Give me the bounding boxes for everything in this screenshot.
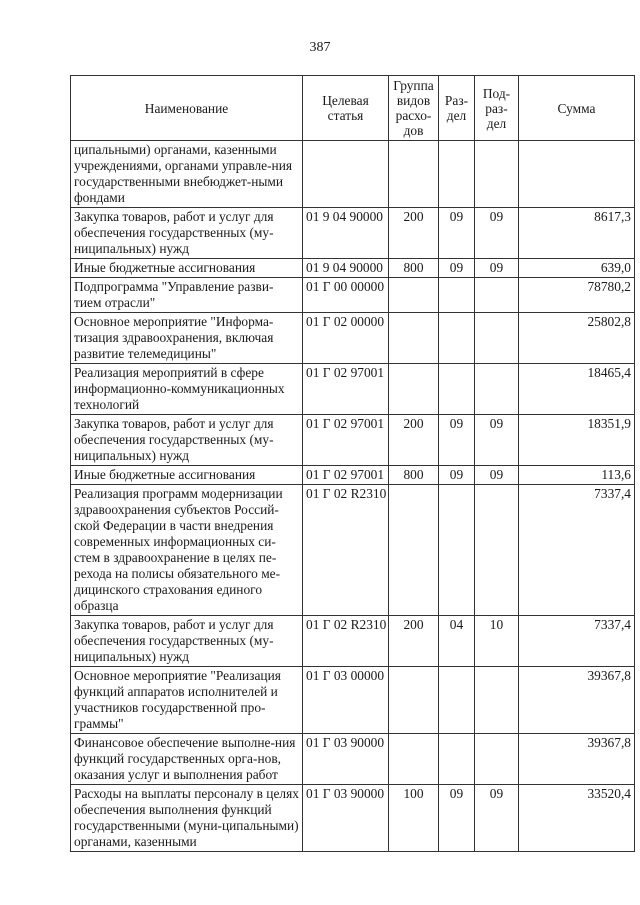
cell-name: Основное мероприятие "Реализация функций аппаратов исполнителей и участников государственной про-граммы"	[71, 667, 303, 734]
cell-name: Реализация программ модернизации здравоохранения субъектов Россий-ской Федерации в части внедрения современных информационных си-стем в здравоохранение в целях пе-рехода на полисы обязательного ме-дицинского страхования единого образца	[71, 485, 303, 616]
cell-sum: 39367,8	[519, 667, 635, 734]
cell-code: 01 Г 02 97001	[303, 415, 389, 466]
header-subsection: Под-раз-дел	[475, 76, 519, 141]
cell-subsection: 09	[475, 466, 519, 485]
table-row	[71, 785, 635, 852]
cell-group: 800	[389, 466, 439, 485]
table-row	[71, 313, 635, 364]
cell-subsection	[475, 734, 519, 785]
cell-name: Иные бюджетные ассигнования	[71, 466, 303, 485]
cell-code: 01 9 04 90000	[303, 208, 389, 259]
cell-code: 01 Г 02 97001	[303, 364, 389, 415]
cell-code: 01 Г 02 R2310	[303, 616, 389, 667]
table-row	[71, 466, 635, 485]
cell-name: Основное мероприятие "Информа-тизация здравоохранения, включая развитие телемедицины"	[71, 313, 303, 364]
cell-group: 200	[389, 415, 439, 466]
header-sum: Сумма	[519, 76, 635, 141]
cell-sum: 18465,4	[519, 364, 635, 415]
cell-code: 01 Г 02 00000	[303, 313, 389, 364]
cell-group	[389, 364, 439, 415]
cell-subsection	[475, 141, 519, 208]
cell-name: Финансовое обеспечение выполне-ния функций государственных орга-нов, оказания услуг и выполнения работ	[71, 734, 303, 785]
header-group: Группа видов расхо-дов	[389, 76, 439, 141]
table-row	[71, 208, 635, 259]
cell-subsection	[475, 313, 519, 364]
table-row	[71, 485, 635, 616]
page-number: 387	[309, 40, 331, 55]
cell-sum: 18351,9	[519, 415, 635, 466]
cell-sum: 7337,4	[519, 616, 635, 667]
cell-section	[439, 313, 475, 364]
cell-sum: 39367,8	[519, 734, 635, 785]
cell-name: Иные бюджетные ассигнования	[71, 259, 303, 278]
table-row	[71, 259, 635, 278]
cell-section	[439, 364, 475, 415]
cell-name: ципальными) органами, казенными учреждениями, органами управле-ния государственными внебюджет-ными фондами	[71, 141, 303, 208]
cell-section: 09	[439, 208, 475, 259]
cell-section	[439, 667, 475, 734]
cell-code: 01 Г 03 90000	[303, 734, 389, 785]
cell-sum: 7337,4	[519, 485, 635, 616]
cell-name: Закупка товаров, работ и услуг для обеспечения государственных (му-ниципальных) нужд	[71, 208, 303, 259]
cell-sum: 33520,4	[519, 785, 635, 852]
cell-subsection	[475, 364, 519, 415]
cell-subsection: 10	[475, 616, 519, 667]
table-row	[71, 667, 635, 734]
cell-sum: 25802,8	[519, 313, 635, 364]
cell-section: 04	[439, 616, 475, 667]
cell-code: 01 9 04 90000	[303, 259, 389, 278]
cell-group	[389, 734, 439, 785]
cell-code: 01 Г 02 R2310	[303, 485, 389, 616]
cell-name: Реализация мероприятий в сфере информационно-коммуникационных технологий	[71, 364, 303, 415]
cell-group: 100	[389, 785, 439, 852]
cell-subsection: 09	[475, 259, 519, 278]
cell-subsection: 09	[475, 415, 519, 466]
cell-section	[439, 734, 475, 785]
cell-group	[389, 313, 439, 364]
cell-group: 800	[389, 259, 439, 278]
cell-section: 09	[439, 785, 475, 852]
budget-table	[70, 75, 635, 852]
table-row	[71, 278, 635, 313]
cell-subsection	[475, 667, 519, 734]
cell-group: 200	[389, 208, 439, 259]
header-name: Наименование	[71, 76, 303, 141]
cell-group: 200	[389, 616, 439, 667]
cell-group	[389, 141, 439, 208]
header-section: Раз-дел	[439, 76, 475, 141]
cell-code: 01 Г 03 90000	[303, 785, 389, 852]
header-row	[71, 76, 635, 141]
cell-subsection: 09	[475, 785, 519, 852]
cell-name: Закупка товаров, работ и услуг для обеспечения государственных (му-ниципальных) нужд	[71, 415, 303, 466]
cell-sum: 113,6	[519, 466, 635, 485]
cell-code: 01 Г 02 97001	[303, 466, 389, 485]
cell-sum: 8617,3	[519, 208, 635, 259]
cell-name: Подпрограмма "Управление разви-тием отрасли"	[71, 278, 303, 313]
table-row	[71, 415, 635, 466]
cell-group	[389, 667, 439, 734]
cell-subsection: 09	[475, 208, 519, 259]
cell-section	[439, 141, 475, 208]
cell-sum: 78780,2	[519, 278, 635, 313]
table-row	[71, 734, 635, 785]
cell-name: Закупка товаров, работ и услуг для обеспечения государственных (му-ниципальных) нужд	[71, 616, 303, 667]
cell-section	[439, 278, 475, 313]
cell-group	[389, 485, 439, 616]
cell-code: 01 Г 00 00000	[303, 278, 389, 313]
cell-section	[439, 485, 475, 616]
cell-subsection	[475, 278, 519, 313]
cell-sum	[519, 141, 635, 208]
table-row	[71, 141, 635, 208]
cell-name: Расходы на выплаты персоналу в целях обеспечения выполнения функций государственными (муни-ципальными) органами, казенными	[71, 785, 303, 852]
cell-sum: 639,0	[519, 259, 635, 278]
table-row	[71, 364, 635, 415]
cell-group	[389, 278, 439, 313]
header-code: Целевая статья	[303, 76, 389, 141]
cell-code	[303, 141, 389, 208]
cell-code: 01 Г 03 00000	[303, 667, 389, 734]
cell-section: 09	[439, 415, 475, 466]
table-row	[71, 616, 635, 667]
cell-subsection	[475, 485, 519, 616]
cell-section: 09	[439, 259, 475, 278]
cell-section: 09	[439, 466, 475, 485]
